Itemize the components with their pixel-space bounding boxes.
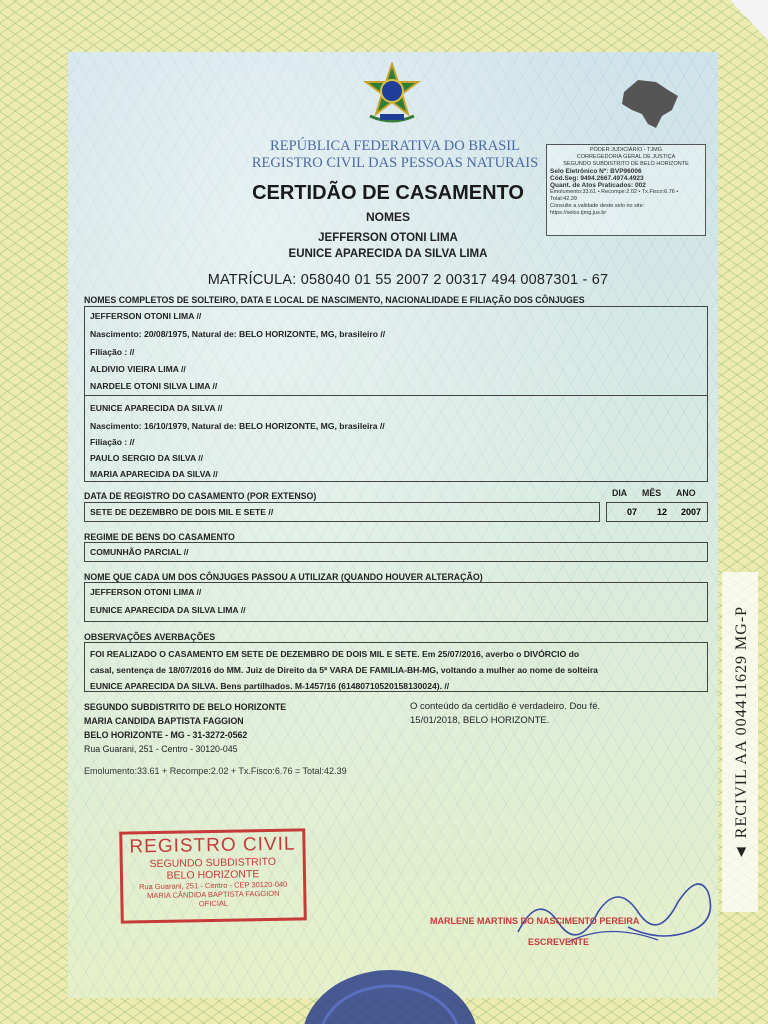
- seal-line: PODER JUDICIÁRIO - TJMG: [589, 147, 662, 153]
- side-tag-text: ◄ RECIVIL AA 004411629 MG-P: [733, 605, 750, 861]
- seal-line: CORREGEDORIA GERAL DE JUSTIÇA: [576, 154, 676, 160]
- certificate-title: CERTIDÃO DE CASAMENTO: [252, 182, 524, 204]
- property-regime-box: [84, 542, 708, 562]
- page-corner-fold: [730, 0, 768, 40]
- seal-line: SEGUNDO SUBDISTRITO DE BELO HORIZONTE: [563, 161, 689, 167]
- section-spouses-label: NOMES COMPLETOS DE SOLTEIRO, DATA E LOCAL DE NASCIMENTO, NACIONALIDADE E FILIAÇÃO DOS CÔNJUGES: [84, 295, 585, 305]
- seal-code: Cód.Seg: 9494.2667.4974.4923: [550, 175, 644, 182]
- observation-line: FOI REALIZADO O CASAMENTO EM SETE DE DEZEMBRO DE DOIS MIL E SETE. Em 25/07/2016, averbo o DIVÓRCIO do: [90, 649, 580, 659]
- stamp-line: BELO HORIZONTE: [166, 868, 260, 882]
- coat-of-arms-icon: [360, 62, 424, 126]
- day-value: 07: [627, 507, 638, 517]
- property-regime-value: COMUNHÃO PARCIAL //: [90, 547, 189, 557]
- stamp-officer: MARIA CÂNDIDA BAPTISTA FAGGION: [147, 888, 280, 901]
- seal-number: Selo Eletrônico Nº: BVP96006: [550, 168, 642, 175]
- stamp-role: OFICIAL: [198, 898, 229, 909]
- date-numeric-box: [606, 502, 708, 522]
- name-change-label: NOME QUE CADA UM DOS CÔNJUGES PASSOU A UTILIZAR (QUANDO HOUVER ALTERAÇÃO): [84, 572, 483, 582]
- spouse1-mother: NARDELE OTONI SILVA LIMA //: [90, 381, 218, 391]
- name-change-spouse1: JEFFERSON OTONI LIMA //: [90, 587, 202, 597]
- spouses-box: [84, 306, 708, 482]
- spouse1-filiation: Filiação : //: [90, 347, 135, 357]
- side-tag: [722, 572, 758, 912]
- observations-label: OBSERVAÇÕES AVERBAÇÕES: [84, 632, 216, 642]
- spouse1-name: JEFFERSON OTONI LIMA //: [90, 311, 202, 321]
- month-label: MÊS: [642, 488, 662, 498]
- day-label: DIA: [612, 488, 628, 498]
- year-label: ANO: [676, 488, 696, 498]
- embossed-seal-icon: [300, 960, 480, 1024]
- spouse2-father: PAULO SERGIO DA SILVA //: [90, 453, 203, 463]
- header-registry: REGISTRO CIVIL DAS PESSOAS NATURAIS: [251, 155, 539, 171]
- spouse2-name: EUNICE APARECIDA DA SILVA //: [90, 403, 223, 413]
- registration-date-box: [84, 502, 600, 522]
- spouses-divider: [85, 395, 707, 396]
- registration-date-label: DATA DE REGISTRO DO CASAMENTO (POR EXTENSO): [84, 491, 317, 501]
- observation-line: EUNICE APARECIDA DA SILVA. Bens partilhados. M-1457/16 (61480710520158130024). //: [90, 681, 450, 691]
- clerk-name: MARLENE MARTINS DO NASCIMENTO PEREIRA: [430, 916, 640, 926]
- month-value: 12: [657, 507, 668, 517]
- spouse2-birth: Nascimento: 16/10/1979, Natural de: BELO HORIZONTE, MG, brasileira //: [90, 421, 385, 431]
- attestation-date: 15/01/2018, BELO HORIZONTE.: [410, 715, 550, 726]
- spouse1-father: ALDIVIO VIEIRA LIMA //: [90, 364, 186, 374]
- seal-line: Consulte a validade deste selo no site:: [550, 203, 645, 209]
- registry-office-block: [84, 700, 286, 756]
- stamp-address: Rua Guarani, 251 - Centro - CEP 30120-040: [138, 879, 288, 892]
- office-officer: MARIA CANDIDA BAPTISTA FAGGION: [84, 716, 244, 726]
- observations-box: [84, 642, 708, 692]
- year-value: 2007: [681, 507, 702, 517]
- certificate-sheet: [68, 52, 718, 998]
- attestation-block: [410, 700, 600, 728]
- clerk-role: ESCREVENTE: [528, 937, 590, 947]
- spouse1-name-header: JEFFERSON OTONI LIMA: [318, 232, 458, 244]
- names-label: NOMES: [365, 210, 410, 224]
- stamp-line: SEGUNDO SUBDISTRITO: [149, 855, 277, 871]
- spouse1-birth: Nascimento: 20/08/1975, Natural de: BELO HORIZONTE, MG, brasileiro //: [90, 329, 386, 339]
- seal-url: https://selos.tjmg.jus.br: [550, 210, 607, 216]
- name-change-spouse2: EUNICE APARECIDA DA SILVA LIMA //: [90, 605, 246, 615]
- spouse2-mother: MARIA APARECIDA DA SILVA //: [90, 469, 218, 479]
- office-phone: BELO HORIZONTE - MG - 31-3272-0562: [84, 730, 248, 740]
- spouse2-name-header: EUNICE APARECIDA DA SILVA LIMA: [288, 248, 488, 260]
- spouse2-filiation: Filiação : //: [90, 437, 135, 447]
- registry-stamp: [119, 828, 307, 923]
- office-address: Rua Guarani, 251 - Centro - 30120-045: [84, 744, 238, 754]
- stamp-title: REGISTRO CIVIL: [129, 833, 296, 858]
- office-name: SEGUNDO SUBDISTRITO DE BELO HORIZONTE: [84, 702, 287, 712]
- name-change-box: [84, 582, 708, 622]
- registration-date-text: SETE DE DEZEMBRO DE DOIS MIL E SETE //: [90, 507, 274, 517]
- seal-fees: Emolumento:33.61 • Recompe:2.02 • Tx.Fisco:6.76 • Total:42.39: [550, 189, 679, 202]
- observation-line: casal, sentença de 18/07/2016 do MM. Juiz de Direito da 5ª VARA DE FAMILIA-BH-MG, voltando a mulher ao nome de solteira: [90, 665, 598, 675]
- electronic-seal-box: [546, 144, 706, 236]
- fees-line: Emolumento:33.61 + Recompe:2.02 + Tx.Fisco:6.76 = Total:42.39: [84, 766, 347, 776]
- registration-number: MATRÍCULA: 058040 01 55 2007 2 00317 494 0087301 - 67: [207, 272, 609, 288]
- seal-acts: Quant. de Atos Praticados: 002: [550, 182, 646, 189]
- attestation-text: O conteúdo da certidão é verdadeiro. Dou fé.: [410, 701, 601, 712]
- property-regime-label: REGIME DE BENS DO CASAMENTO: [84, 532, 235, 542]
- republic-header: [240, 138, 550, 172]
- header-republic: REPÚBLICA FEDERATIVA DO BRASIL: [270, 138, 520, 154]
- brazil-map-icon: [616, 74, 682, 132]
